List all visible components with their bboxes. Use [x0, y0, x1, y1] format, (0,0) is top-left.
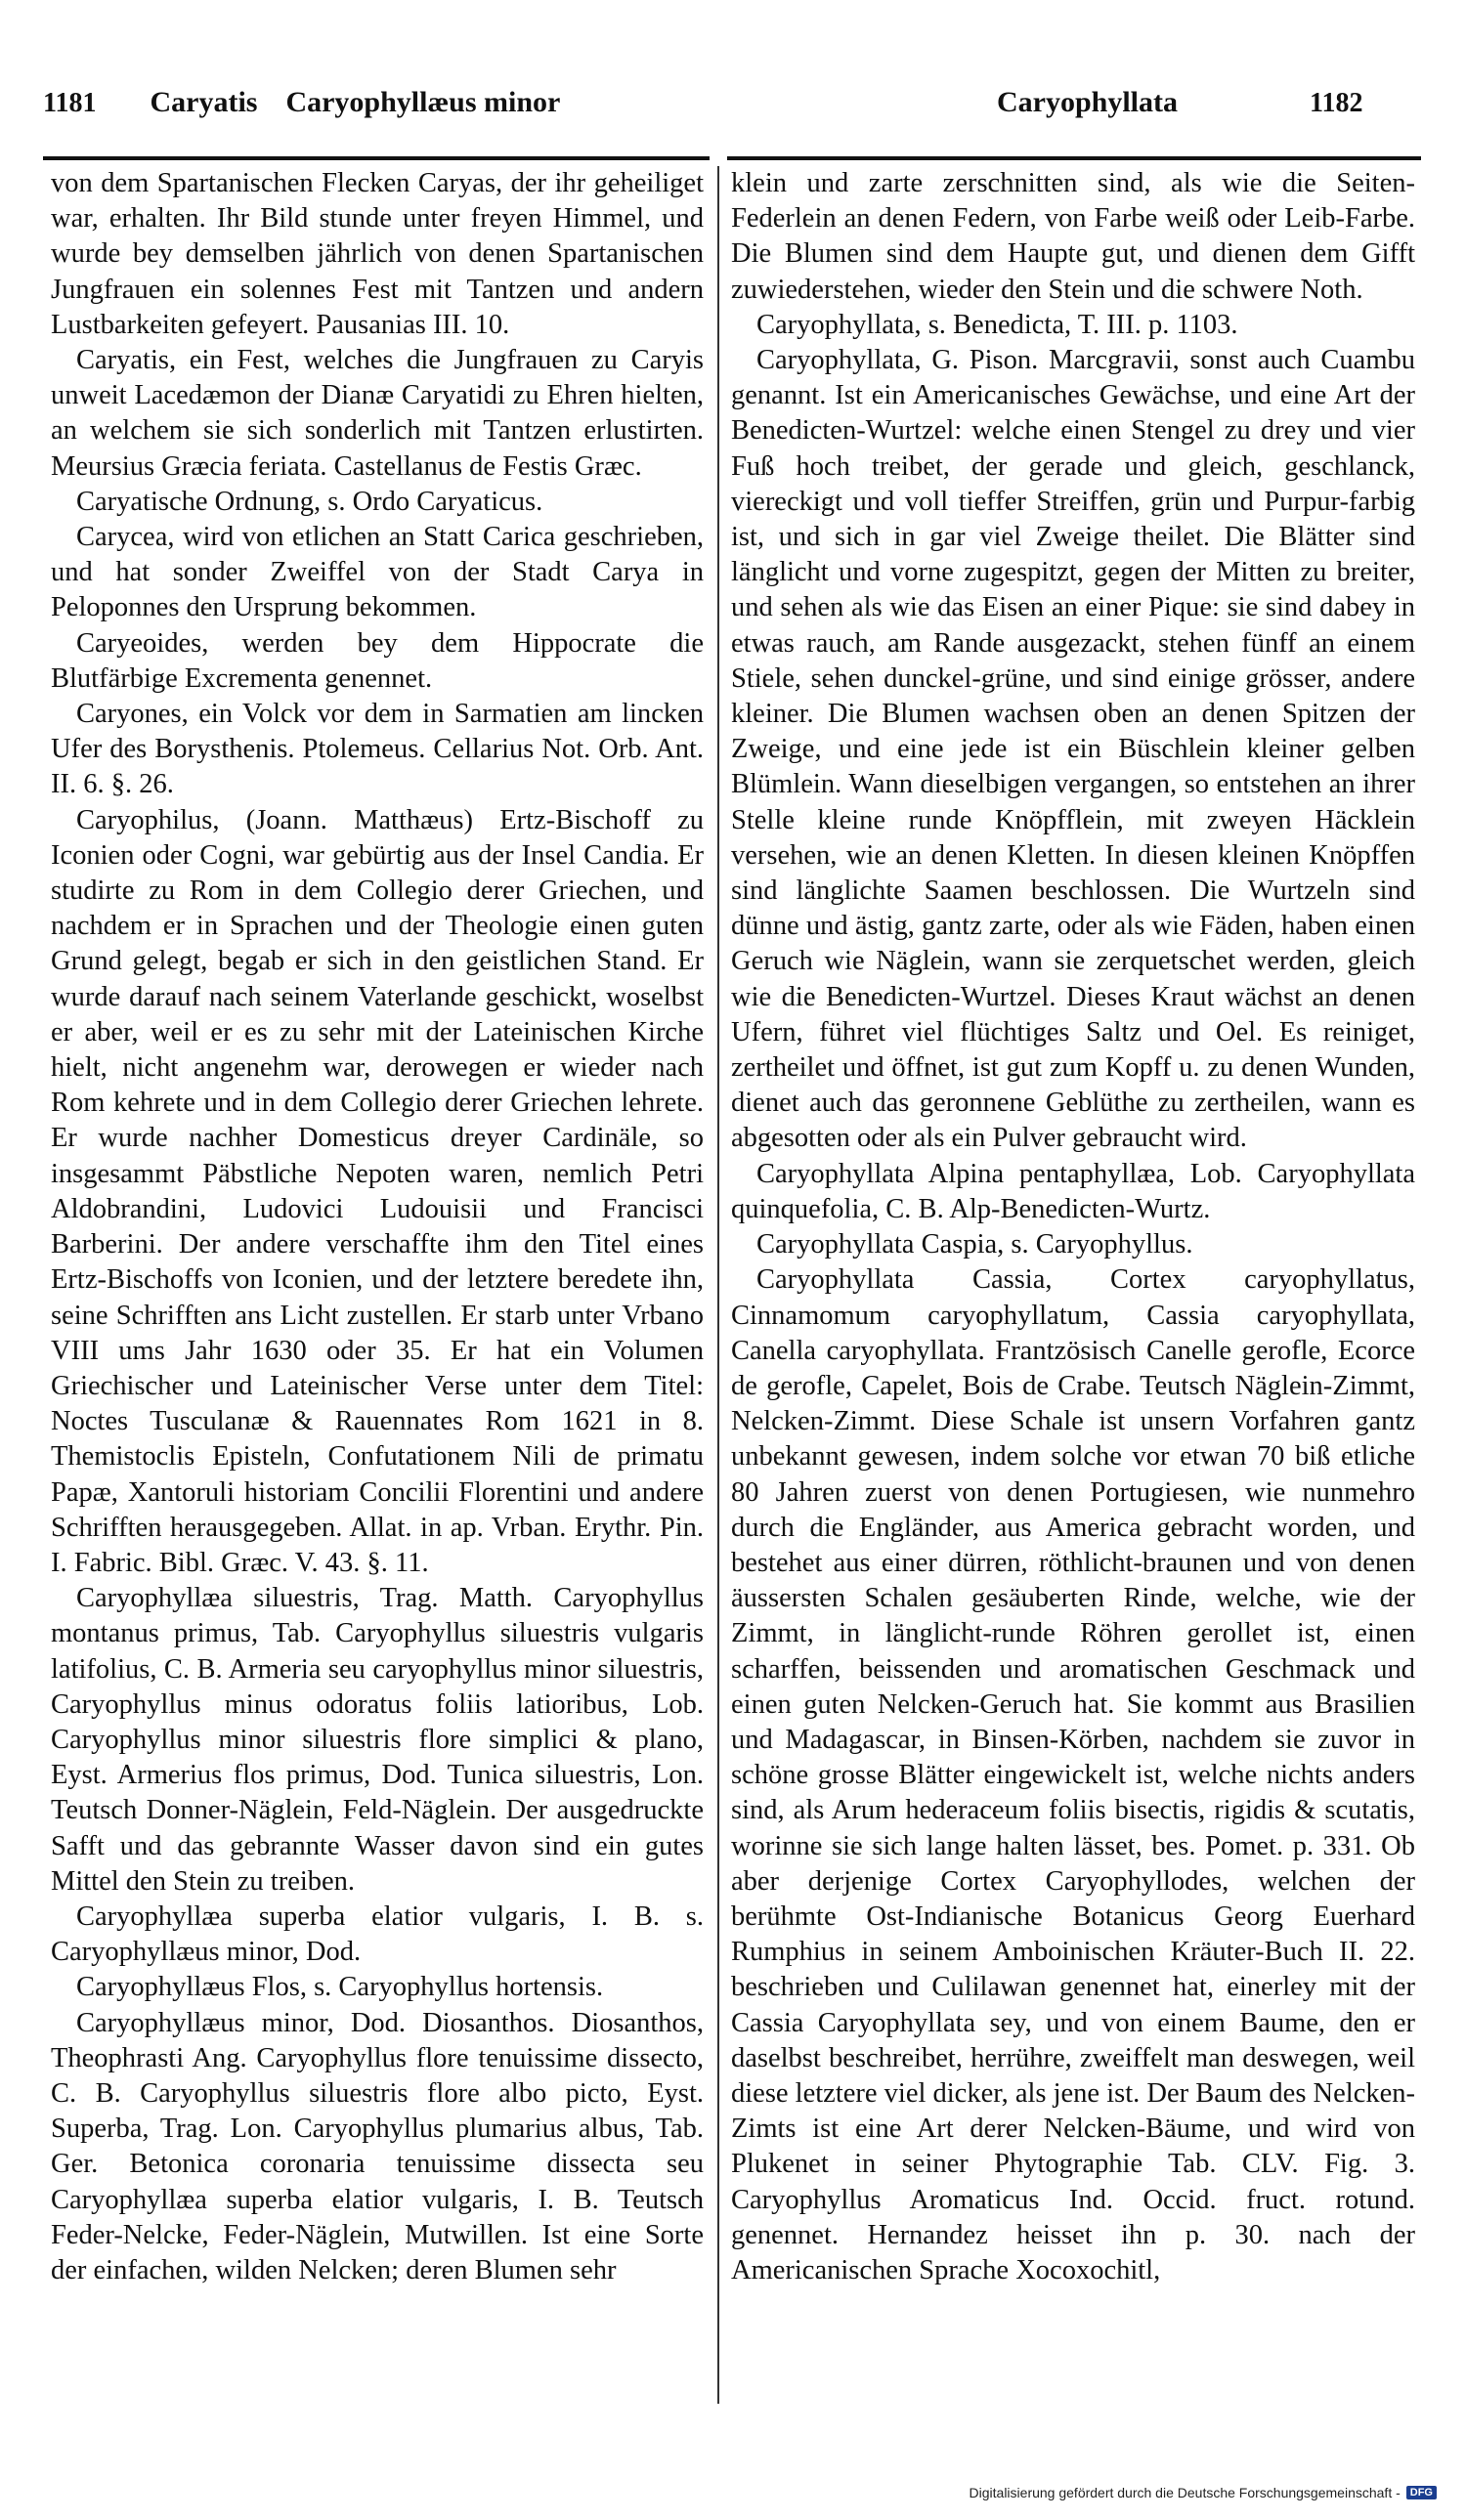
- page-number-left: 1181: [43, 88, 97, 118]
- left-column: [51, 166, 704, 2288]
- paragraph: Caryatische Ordnung, s. Ordo Caryaticus.: [76, 486, 543, 517]
- paragraph: Caryophyllata Caspia, s. Caryophyllus.: [756, 1229, 1193, 1260]
- paragraph: Caryophyllæa superba elatior vulgaris, I. B. s. Caryophyllæus minor, Dod.: [51, 1901, 704, 1968]
- paragraph: Caryophyllæa siluestris, Trag. Matth. Caryophyllus montanus primus, Tab. Caryophyllus siluestris vulgaris latifolius, C. B. Armeria seu caryophyllus minor siluestris, Caryophyllus minus odoratus foliis latioribus, Lob. Caryophyllus minor siluestris flore simplici & plano, Eyst. Armerius flos primus, Dod. Tunica siluestris, Lon. Teutsch Donner-Näglein, Feld-Näglein. Der ausgedruckte Safft und das gebrannte Wasser davon sind ein gutes Mittel den Stein zu treiben.: [51, 1583, 704, 1897]
- paragraph: Caryeoides, werden bey dem Hippocrate die Blutfärbige Excrementa genennet.: [51, 627, 704, 694]
- paragraph: Caryophilus, (Joann. Matthæus) Ertz-Bischoff zu Iconien oder Cogni, war gebürtig aus der Insel Candia. Er studirte zu Rom in dem Collegio derer Griechen, und nachdem er in Sprachen und der Theologie einen guten Grund gelegt, begab er sich in den geistlichen Stand. Er wurde darauf nach seinem Vaterlande geschickt, woselbst er aber, weil er es zu sehr mit der Lateinischen Kirche hielt, nicht angenehm war, derowegen er wieder nach Rom kehrete und in dem Collegio derer Griechen lehrete. Er wurde nachher Domesticus dreyer Cardinäle, so insgesammt Päbstliche Nepoten waren, nemlich Petri Aldobrandini, Ludovici Ludouisii und Francisci Barberini. Der andere verschaffte ihm den Titel eines Ertz-Bischoffs von Iconien, und der letztere beredete ihn, seine Schrifften ans Licht zustellen. Er starb unter Vrbano VIII ums Jahr 1630 oder 35. Er hat ein Volumen Griechischer und Lateinischer Verse unter dem Titel: Noctes Tusculanæ & Rauennates Rom 1621 in 8. Themistoclis Episteln, Confutationem Nili de primatu Papæ, Xantoruli historiam Concilii Florentini und andere Schrifften herausgegeben. Allat. in ap. Vrban. Erythr. Pin. I. Fabric. Bibl. Græc. V. 43. §. 11.: [51, 804, 704, 1578]
- footer-text: Digitalisierung gefördert durch die Deutsche Forschungsgemeinschaft -: [969, 2485, 1401, 2500]
- footer: [970, 2485, 1437, 2500]
- running-title-left-2: Caryophyllæus minor: [285, 86, 561, 118]
- header-rule-right: [727, 156, 1421, 160]
- paragraph: Caryophyllæus minor, Dod. Diosanthos. Diosanthos, Theophrasti Ang. Caryophyllus flore tenuissime dissecto, C. B. Caryophyllus siluestris flore albo picto, Eyst. Superba, Trag. Lon. Caryophyllus plumarius albus, Tab. Ger. Betonica coronaria tenuissime dissecta seu Caryophyllæa superba elatior vulgaris, I. B. Teutsch Feder-Nelcke, Feder-Näglein, Mutwillen. Ist eine Sorte der einfachen, wilden Nelcken; deren Blumen sehr: [51, 2007, 704, 2285]
- paragraph: Caryophyllata, s. Benedicta, T. III. p. 1103.: [756, 309, 1238, 340]
- dfg-logo: DFG: [1406, 2486, 1437, 2499]
- paragraph: von dem Spartanischen Flecken Caryas, der ihr geheiliget war, erhalten. Ihr Bild stunde unter freyen Himmel, und wurde bey demselben jährlich von denen Spartanischen Jungfrauen ein solennes Fest mit Tantzen und andern Lustbarkeiten gefeyert. Pausanias III. 10.: [51, 168, 704, 340]
- paragraph: klein und zarte zerschnitten sind, als wie die Seiten-Federlein an denen Federn, von Farbe weiß oder Leib-Farbe. Die Blumen sind dem Haupte gut, und dienen dem Gifft zuwiederstehen, wieder den Stein und die schwere Noth.: [731, 168, 1415, 305]
- paragraph: Caryatis, ein Fest, welches die Jungfrauen zu Caryis unweit Lacedæmon der Dianæ Caryatidi zu Ehren hielten, an welchem sie sich sonderlich mit Tantzen erlustirten. Meursius Græcia feriata. Castellanus de Festis Græc.: [51, 345, 704, 482]
- header-left: [43, 86, 668, 145]
- header-rule-left: [43, 156, 710, 160]
- running-title-left-1: Caryatis: [150, 86, 258, 118]
- paragraph: Caryophyllæus Flos, s. Caryophyllus hortensis.: [76, 1972, 604, 2003]
- column-separator: [717, 166, 719, 2404]
- page-number-right: 1182: [1310, 88, 1363, 118]
- paragraph: Caryophyllata Cassia, Cortex caryophyllatus, Cinnamomum caryophyllatum, Cassia caryophyllata, Canella caryophyllata. Frantzösisch Canelle gerofle, Ecorce de gerofle, Capelet, Bois de Crabe. Teutsch Näglein-Zimmt, Nelcken-Zimmt. Diese Schale ist unsern Vorfahren gantz unbekannt gewesen, indem solche vor etwan 70 biß etliche 80 Jahren zuerst von denen Portugiesen, wie nunmehro durch die Engländer, aus America gebracht worden, und bestehet aus einer dürren, röthlicht-braunen und von denen äussersten Schalen gesäuberten Rinde, welche, wie der Zimmt, in länglicht-runde Röhren gerollet ist, einen scharffen, beissenden und aromatischen Geschmack und einen guten Nelcken-Geruch hat. Sie kommt aus Brasilien und Madagascar, in Binsen-Körben, nachdem sie zuvor in schöne grosse Blätter eingewickelt ist, welche nichts anders sind, als Arum hederaceum foliis bisectis, rigidis & scutatis, worinne sie sich lange halten lässet, bes. Pomet. p. 331. Ob aber derjenige Cortex Caryophyllodes, welchen der berühmte Ost-Indianische Botanicus Georg Euerhard Rumphius in seinem Amboinischen Kräuter-Buch II. 22. beschrieben und Culilawan genennet hat, einerley mit der Cassia Caryophyllata sey, und von einem Baume, den er daselbst beschreibet, herrühre, zweiffelt man deswegen, weil diese letztere viel dicker, als jene ist. Der Baum des Nelcken-Zimts ist eine Art derer Nelcken-Bäume, und wird von Plukenet in seiner Phytographie Tab. CLV. Fig. 3. Caryophyllus Aromaticus Ind. Occid. fruct. rotund. genennet. Hernandez heisset ihn p. 30. nach der Americanischen Sprache Xocoxochitl,: [731, 1264, 1415, 2285]
- right-column: [731, 166, 1415, 2288]
- paragraph: Caryones, ein Volck vor dem in Sarmatien am lincken Ufer des Borysthenis. Ptolemeus. Cellarius Not. Orb. Ant. II. 6. §. 26.: [51, 699, 704, 800]
- header-right: [997, 86, 1407, 145]
- paragraph: Caryophyllata, G. Pison. Marcgravii, sonst auch Cuambu genannt. Ist ein Americanisches Gewächse, und eine Art der Benedicten-Wurtzel: welche einen Stengel zu drey und vier Fuß hoch treibet, der gerade und gleich, geschlanck, viereckigt und voll tieffer Streiffen, grün und Purpur-farbig ist, und sich in gar viel Zweige theilet. Die Blätter sind länglicht und vorne zugespitzt, gegen der Mitten zu breiter, und sehen als wie das Eisen an einer Pique: sie sind dabey in etwas rauch, am Rande ausgezackt, stehen fünff an einem Stiele, sehen dunckel-grüne, und sind einige grösser, andere kleiner. Die Blumen wachsen oben an denen Spitzen der Zweige, und eine jede ist ein Büschlein kleiner gelben Blümlein. Wann dieselbigen vergangen, so entstehen an ihrer Stelle kleine runde Knöpfflein, mit zweyen Häcklein versehen, wie an denen Kletten. In diesen kleinen Knöpffen sind länglichte Saamen beschlossen. Die Wurtzeln sind dünne und ästig, gantz zarte, oder als wie Fäden, haben einen Geruch wie Näglein, wann sie zerquetschet werden, gleich wie die Benedicten-Wurtzel. Dieses Kraut wächst an denen Ufern, führet viel flüchtiges Saltz und Oel. Es reiniget, zertheilet und öffnet, ist gut zum Kopff u. zu denen Wunden, dienet auch das geronnene Geblüthe zu zertheilen, wann es abgesotten oder als ein Pulver gebraucht wird.: [731, 345, 1415, 1154]
- running-title-right: Caryophyllata: [997, 86, 1179, 118]
- paragraph: Carycea, wird von etlichen an Statt Carica geschrieben, und hat sonder Zweiffel von der Stadt Carya in Peloponnes den Ursprung bekommen.: [51, 522, 704, 623]
- paragraph: Caryophyllata Alpina pentaphyllæa, Lob. Caryophyllata quinquefolia, C. B. Alp-Benedicten-Wurtz.: [731, 1158, 1415, 1224]
